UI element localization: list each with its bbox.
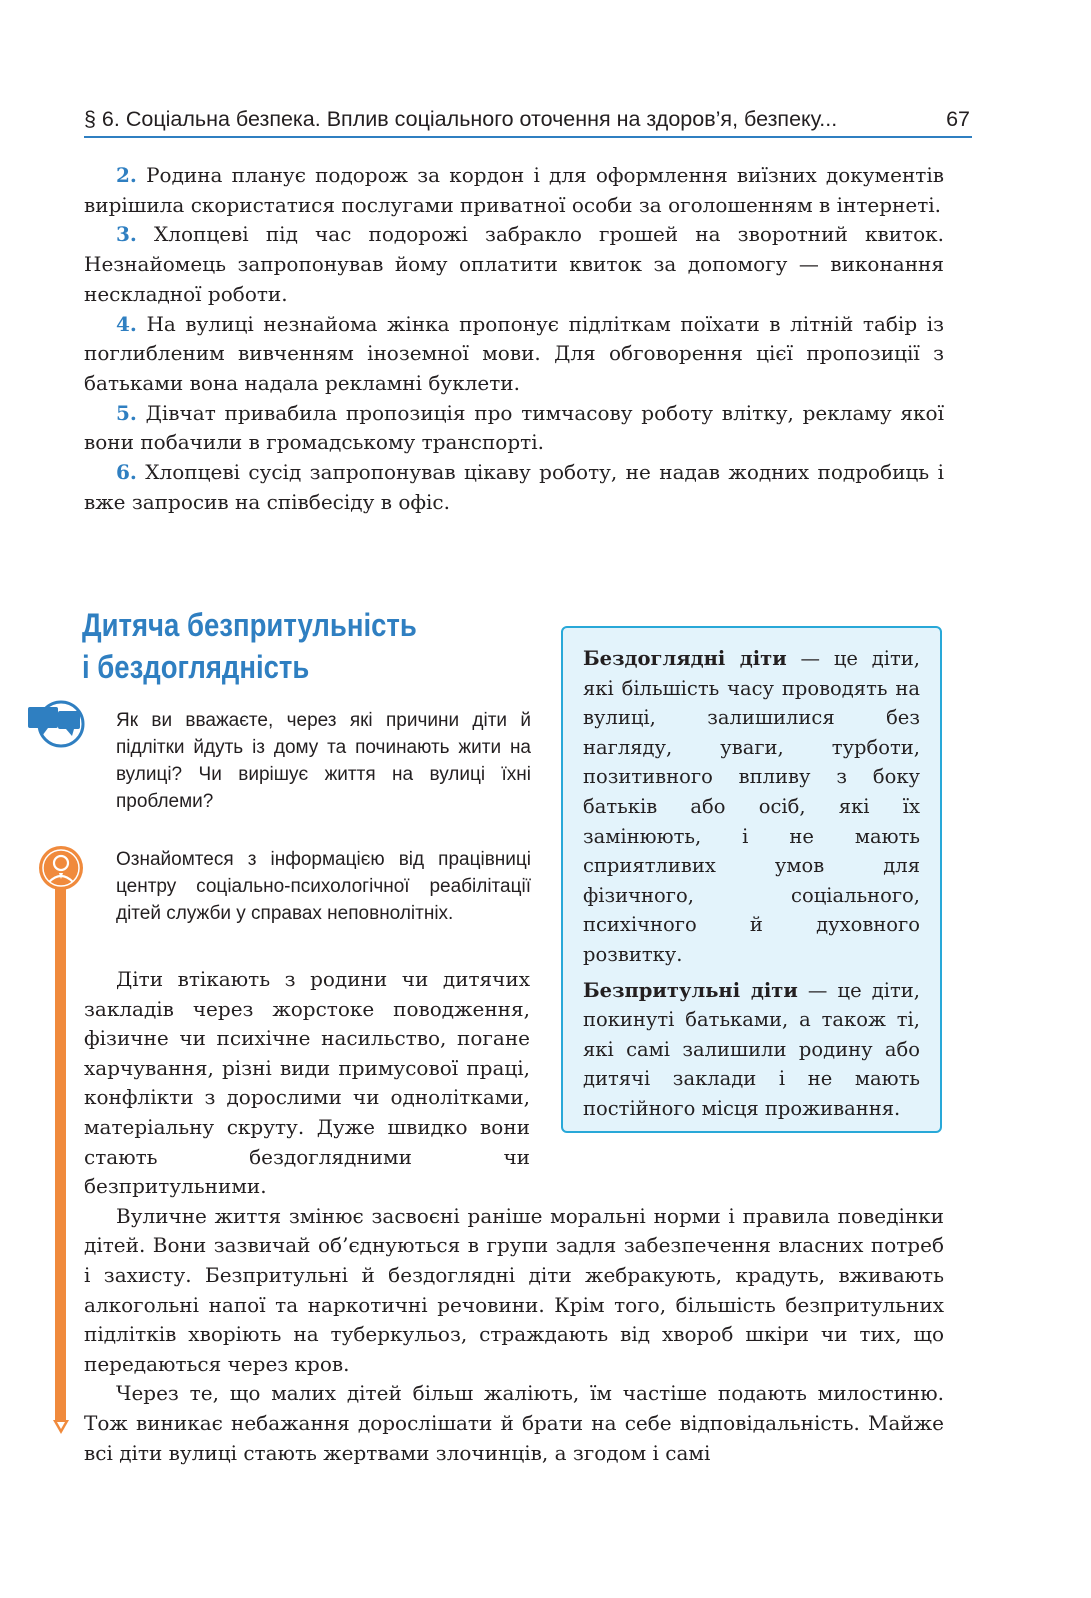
- header-title: § 6. Соціальна безпека. Вплив соціального оточення на здоров’я, безпеку...: [84, 107, 838, 131]
- term-homeless-children: Безпритульні діти: [583, 978, 798, 1002]
- situation-number: 2.: [116, 163, 137, 187]
- definition-text: — це діти, покинуті батьками, а також ті, які самі залишили родину або дитячі заклади і не мають постійного місця проживання.: [583, 978, 920, 1120]
- body-paragraph: Діти втікають з родини чи дитячих закладів через жорстоке поводження, фізичне чи психічне насильство, погане харчування, різні види примусової праці, конфлікти з дорослими чи однолітками, матеріальну скруту. Дуже швидко вони стають бездоглядними чи безпритульними.: [84, 967, 530, 1199]
- situation-item: [84, 399, 944, 458]
- section-title-line-2: і бездоглядність: [82, 649, 310, 685]
- definition-text: — це діти, які більшість часу проводять на вулиці, залишилися без нагляду, уваги, турботи, позитивного впливу з боку батьків або осіб, які їх замінюють, і не мають сприятливих умов для фізичного, соціального, психічного й духовного розвитку.: [583, 647, 920, 966]
- situation-text: Хлопцеві сусід запропонував цікаву роботу, не надав жодних подробиць і вже запросив на співбесіду в офіс.: [84, 460, 944, 514]
- discussion-icon: [28, 698, 86, 750]
- body-paragraph: Вуличне життя змінює засвоєні раніше моральні норми і правила поведінки дітей. Вони зазвичай об’єднуються в групи задля забезпечення власних потреб і захисту. Безпритульні й бездоглядні діти жебракують, крадуть, вживають алкогольні напої та наркотичні речовини. Крім того, більшість безпритульних підлітків хворіють на туберкульоз, страждають від хвороб шкіри чи тих, що передаються через кров.: [84, 1203, 944, 1376]
- section-title: [82, 604, 486, 688]
- situation-item: [84, 310, 944, 399]
- situation-item: [84, 220, 944, 309]
- task-instruction: Ознайомтеся з інформацією від працівниці центру соціально-психологічної реабілітації дітей служби у справах неповнолітніх.: [116, 849, 531, 924]
- term-neglected-children: Бездоглядні діти: [583, 647, 787, 670]
- situation-item: [84, 161, 944, 220]
- specialist-icon: [38, 845, 84, 891]
- situation-text: На вулиці незнайома жінка пропонує підліткам поїхати в літній табір із поглибленим вивченням іноземної мови. Для обговорення цієї пропозиції з батьками вона надала рекламні буклети.: [84, 311, 944, 395]
- situations-list: [84, 161, 944, 517]
- situation-item: [84, 458, 944, 517]
- arrow-down-icon: [52, 1418, 70, 1436]
- definition-neglected: [583, 644, 920, 970]
- page-number: 67: [946, 107, 970, 131]
- orange-side-bar: [55, 888, 66, 1420]
- section-title-line-1: Дитяча безпритульність: [82, 607, 417, 643]
- situation-text: Родина планує подорож за кордон і для оформлення виїзних документів вирішила скористатися послугами приватної особи за оголошенням в інтернеті.: [84, 163, 944, 217]
- situation-number: 6.: [116, 460, 137, 485]
- body-paragraph: Через те, що малих дітей більш жаліють, їм частіше подають милостиню. Тож виникає небажання дорослішати й брати на себе відповідальність. Майже всі діти вулиці стають жертвами злочинців, а згодом і самі: [84, 1381, 944, 1465]
- running-header: [84, 104, 972, 138]
- situation-number: 3.: [116, 222, 137, 247]
- discussion-question: Як ви вважаєте, через які причини діти й підлітки йдуть із дому та починають жити на вулиці? Чи вирішує життя на вулиці їхні проблеми?: [116, 710, 531, 812]
- situation-number: 4.: [116, 311, 137, 336]
- situation-text: Хлопцеві під час подорожі забракло грошей на зворотний квиток. Незнайомець запропонував йому оплатити квиток за допомогу — виконання нескладної роботи.: [84, 222, 944, 306]
- situation-number: 5.: [116, 400, 137, 425]
- box-spacer: [530, 965, 944, 1143]
- main-body-text: [84, 965, 944, 1468]
- situation-text: Дівчат привабила пропозиція про тимчасову роботу влітку, рекламу якої вони побачили в громадському транспорті.: [84, 400, 944, 455]
